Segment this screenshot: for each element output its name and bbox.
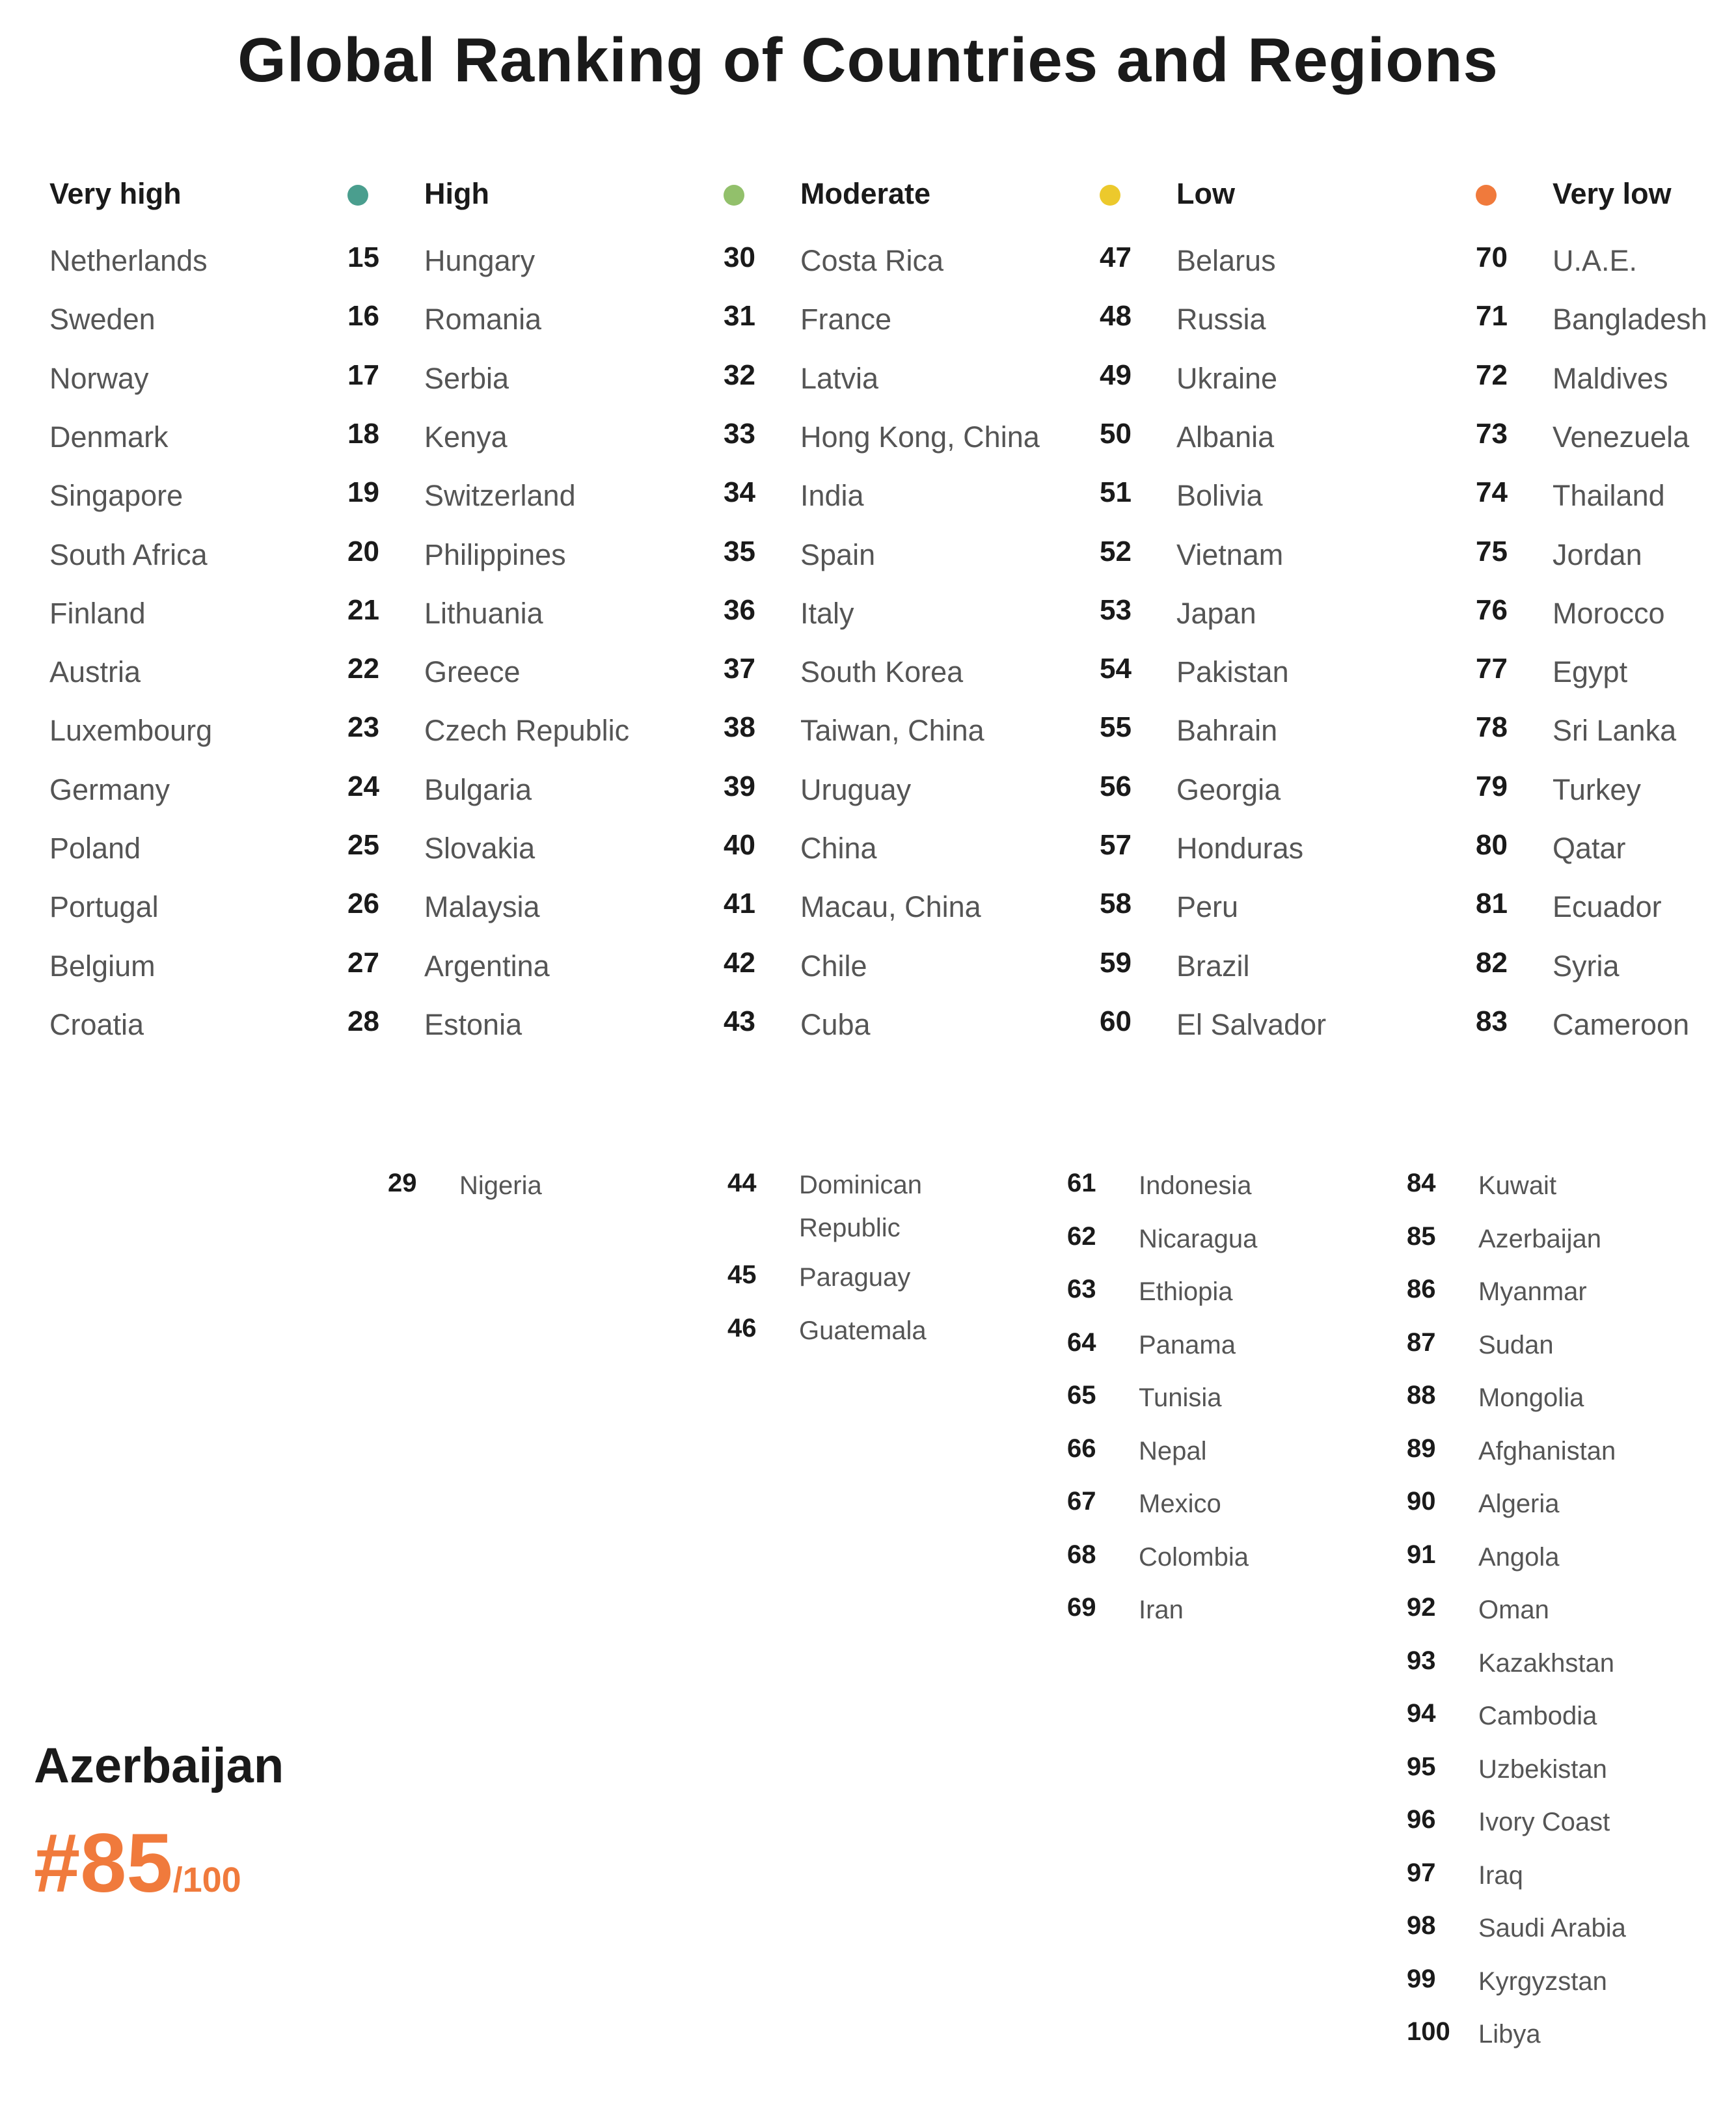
country-name: Oman: [1478, 1596, 1549, 1624]
country-name: Finland: [49, 596, 146, 630]
country-name: Mongolia: [1478, 1383, 1584, 1412]
rank-number: 87: [1407, 1328, 1436, 1357]
category-dot-icon: [1476, 185, 1497, 206]
rank-number: 27: [347, 946, 379, 979]
rank-number: 92: [1407, 1593, 1436, 1622]
rank-number: 38: [724, 711, 755, 744]
category-dot-icon: [724, 185, 744, 206]
rank-number: 70: [1476, 241, 1508, 273]
rank-number: 22: [347, 653, 379, 685]
rank-number: 64: [1067, 1328, 1096, 1357]
rank-number: 77: [1476, 653, 1508, 685]
rank-number: 31: [724, 300, 755, 333]
country-name: Turkey: [1553, 772, 1641, 806]
country-name: Belgium: [49, 949, 156, 983]
country-name: Tunisia: [1139, 1383, 1222, 1412]
rank-number: 26: [347, 888, 379, 920]
country-name: Morocco: [1553, 596, 1665, 630]
rank-number: 59: [1100, 946, 1132, 979]
rank-number: 100: [1407, 2017, 1450, 2046]
country-name: Nepal: [1139, 1436, 1207, 1465]
country-name: Azerbaijan: [1478, 1224, 1602, 1253]
country-name: Algeria: [1478, 1490, 1560, 1518]
rank-number: 40: [724, 829, 755, 861]
rank-number: 85: [1407, 1221, 1436, 1251]
country-name: Cameroon: [1553, 1007, 1690, 1041]
country-name: Lithuania: [424, 596, 543, 630]
rank-number: 32: [724, 359, 755, 391]
country-name: Paraguay: [799, 1263, 911, 1292]
country-name: Saudi Arabia: [1478, 1914, 1626, 1942]
country-name: Japan: [1176, 596, 1256, 630]
country-name: Argentina: [424, 949, 550, 983]
country-name: Qatar: [1553, 832, 1626, 865]
country-name: Libya: [1478, 2020, 1541, 2049]
rank-number: 16: [347, 300, 379, 333]
country-name: Maldives: [1553, 361, 1668, 395]
country-name: Iraq: [1478, 1860, 1523, 1890]
highlight-country: Azerbaijan: [34, 1738, 284, 1793]
rank-number: 41: [724, 888, 755, 920]
country-name: Slovakia: [424, 832, 536, 865]
country-name: Kyrgyzstan: [1478, 1967, 1607, 1996]
country-name: Bulgaria: [424, 772, 532, 806]
rank-number: 50: [1100, 417, 1132, 450]
rank-number: 25: [347, 829, 379, 861]
country-name: Denmark: [49, 420, 169, 454]
rank-number: 88: [1407, 1381, 1436, 1409]
rank-number: 34: [724, 476, 755, 509]
rank-number: 78: [1476, 711, 1508, 744]
rank-number: 80: [1476, 829, 1508, 861]
country-name: Estonia: [424, 1007, 522, 1041]
country-name: Angola: [1478, 1542, 1560, 1572]
country-name: Ivory Coast: [1478, 1808, 1610, 1836]
rank-number: 62: [1067, 1221, 1096, 1251]
country-name: Spain: [800, 538, 876, 571]
country-name: Hong Kong, China: [800, 420, 1040, 454]
country-name: Egypt: [1553, 655, 1628, 689]
rank-number: 53: [1100, 593, 1132, 626]
country-name: Ethiopia: [1139, 1277, 1233, 1306]
country-name: Venezuela: [1553, 420, 1690, 454]
country-name: Russia: [1176, 303, 1266, 336]
rank-number: 23: [347, 711, 379, 744]
country-name: Greece: [424, 655, 521, 689]
rank-number: 86: [1407, 1275, 1436, 1303]
country-name: Indonesia: [1139, 1171, 1252, 1200]
country-name: Belarus: [1176, 244, 1276, 277]
country-name: Costa Rica: [800, 244, 944, 277]
rank-number: 56: [1100, 770, 1132, 802]
country-name: Portugal: [49, 890, 159, 924]
rank-number: 75: [1476, 535, 1508, 567]
country-name: Poland: [49, 832, 141, 865]
rank-number: 37: [724, 653, 755, 685]
rank-number: 58: [1100, 888, 1132, 920]
rank-number: 73: [1476, 417, 1508, 450]
rank-number: 82: [1476, 946, 1508, 979]
country-name: Malaysia: [424, 890, 540, 924]
country-name: Bahrain: [1176, 714, 1278, 748]
country-name: Bolivia: [1176, 479, 1263, 513]
rank-number: 55: [1100, 711, 1132, 744]
country-name: El Salvador: [1176, 1007, 1327, 1041]
country-name: Kazakhstan: [1478, 1648, 1615, 1678]
category-label: Low: [1176, 177, 1235, 210]
rank-number: 66: [1067, 1434, 1096, 1463]
rank-number: 24: [347, 770, 379, 802]
rank-number: 45: [727, 1260, 757, 1289]
rank-number: 96: [1407, 1805, 1436, 1834]
country-name: Latvia: [800, 361, 879, 395]
rank-number: 83: [1476, 1005, 1508, 1037]
country-name: Italy: [800, 596, 854, 630]
country-name: South Korea: [800, 655, 964, 689]
country-name: Dominican Republic: [799, 1171, 922, 1242]
category-label: Very high: [49, 177, 182, 210]
rank-number: 15: [347, 241, 379, 273]
country-name: Thailand: [1553, 479, 1665, 513]
rank-number: 17: [347, 359, 379, 391]
rank-number: 49: [1100, 359, 1132, 391]
country-name: Pakistan: [1176, 655, 1289, 689]
country-name: Norway: [49, 361, 149, 395]
country-name: Colombia: [1139, 1542, 1249, 1572]
category-label: Moderate: [800, 177, 931, 210]
rank-number: 97: [1407, 1858, 1436, 1887]
country-name: Philippines: [424, 538, 566, 571]
rank-number: 93: [1407, 1646, 1436, 1675]
rank-number: 98: [1407, 1911, 1436, 1940]
rank-number: 60: [1100, 1005, 1132, 1037]
country-name: Uruguay: [800, 772, 912, 806]
country-name: Sweden: [49, 303, 156, 336]
country-name: Switzerland: [424, 479, 576, 513]
category-dot-icon: [1100, 185, 1120, 206]
rank-number: 47: [1100, 241, 1132, 273]
highlight-rank: [34, 1816, 241, 1911]
country-name: Ecuador: [1553, 890, 1662, 924]
rank-number: 95: [1407, 1752, 1436, 1781]
rank-number: 52: [1100, 535, 1132, 567]
rank-number: 99: [1407, 1964, 1436, 1993]
country-name: Brazil: [1176, 949, 1250, 983]
rank-number: 71: [1476, 300, 1508, 333]
rank-number: 29: [388, 1169, 417, 1197]
rank-number: 18: [347, 417, 379, 450]
country-name: Czech Republic: [424, 714, 630, 748]
country-name: Romania: [424, 303, 542, 336]
country-name: Sri Lanka: [1553, 714, 1677, 748]
country-name: Austria: [49, 655, 141, 689]
country-name: Ukraine: [1176, 361, 1278, 395]
rank-number: 19: [347, 476, 379, 509]
rank-number: 21: [347, 593, 379, 626]
country-name: Croatia: [49, 1007, 144, 1041]
rank-number: 54: [1100, 653, 1132, 685]
rank-number: 69: [1067, 1593, 1096, 1622]
rank-number: 79: [1476, 770, 1508, 802]
country-name: France: [800, 303, 892, 336]
country-name: Mexico: [1139, 1490, 1221, 1518]
country-name: India: [800, 479, 864, 513]
rank-number: 33: [724, 417, 755, 450]
rank-number: 65: [1067, 1381, 1096, 1409]
country-name: Kuwait: [1478, 1171, 1557, 1200]
country-name: Guatemala: [799, 1316, 927, 1345]
country-name: Vietnam: [1176, 538, 1284, 571]
rank-number: 81: [1476, 888, 1508, 920]
country-name: Uzbekistan: [1478, 1754, 1607, 1784]
country-name: Nicaragua: [1139, 1224, 1258, 1253]
rank-number: 84: [1407, 1169, 1436, 1197]
country-name: Cuba: [800, 1007, 871, 1041]
rank-number: 30: [724, 241, 755, 273]
country-name: China: [800, 832, 877, 865]
country-name: Honduras: [1176, 832, 1304, 865]
country-name: Netherlands: [49, 244, 208, 277]
category-label: Very low: [1553, 177, 1672, 210]
rank-number: 35: [724, 535, 755, 567]
page-title: Global Ranking of Countries and Regions: [237, 25, 1499, 95]
country-name: U.A.E.: [1553, 244, 1638, 277]
country-name: Georgia: [1176, 772, 1281, 806]
country-name: Syria: [1553, 949, 1620, 983]
rank-number: 36: [724, 593, 755, 626]
rank-number: 44: [727, 1169, 757, 1197]
country-name: Cambodia: [1478, 1702, 1597, 1730]
country-name: Luxembourg: [49, 714, 213, 748]
country-name: Hungary: [424, 244, 536, 277]
country-name: Myanmar: [1478, 1277, 1587, 1306]
rank-number: 67: [1067, 1487, 1096, 1516]
country-name: Afghanistan: [1478, 1436, 1616, 1465]
rank-number: 57: [1100, 829, 1132, 861]
highlight-rank-value: #85: [34, 1817, 173, 1910]
rank-number: 74: [1476, 476, 1508, 509]
country-name: Bangladesh: [1553, 303, 1707, 336]
rank-number: 91: [1407, 1540, 1436, 1569]
country-name: Nigeria: [459, 1171, 542, 1200]
rank-number: 90: [1407, 1487, 1436, 1516]
rank-number: 46: [727, 1313, 757, 1342]
country-name: South Africa: [49, 538, 208, 571]
country-name: Singapore: [49, 479, 183, 513]
country-name: Chile: [800, 949, 867, 983]
category-dot-icon: [347, 185, 368, 206]
rank-number: 51: [1100, 476, 1132, 509]
category-label: High: [424, 177, 489, 210]
rank-number: 76: [1476, 593, 1508, 626]
rank-number: 43: [724, 1005, 755, 1037]
rank-number: 89: [1407, 1434, 1436, 1463]
rank-number: 94: [1407, 1699, 1436, 1728]
rank-number: 63: [1067, 1275, 1096, 1303]
rank-number: 72: [1476, 359, 1508, 391]
rank-number: 28: [347, 1005, 379, 1037]
country-name: Albania: [1176, 420, 1275, 454]
country-name: Germany: [49, 772, 170, 806]
country-name: Panama: [1139, 1330, 1236, 1359]
country-name: Macau, China: [800, 890, 981, 924]
country-name: Serbia: [424, 361, 509, 395]
rank-number: 39: [724, 770, 755, 802]
highlight-rank-total: /100: [172, 1860, 241, 1899]
country-name: Peru: [1176, 890, 1239, 924]
country-name: Jordan: [1553, 538, 1642, 571]
rank-number: 61: [1067, 1169, 1096, 1197]
rank-number: 42: [724, 946, 755, 979]
rank-number: 20: [347, 535, 379, 567]
rank-number: 48: [1100, 300, 1132, 333]
country-name: Kenya: [424, 420, 508, 454]
country-name: Iran: [1139, 1596, 1184, 1624]
country-name: Taiwan, China: [800, 714, 984, 748]
country-name: Sudan: [1478, 1330, 1554, 1359]
rank-number: 68: [1067, 1540, 1096, 1569]
